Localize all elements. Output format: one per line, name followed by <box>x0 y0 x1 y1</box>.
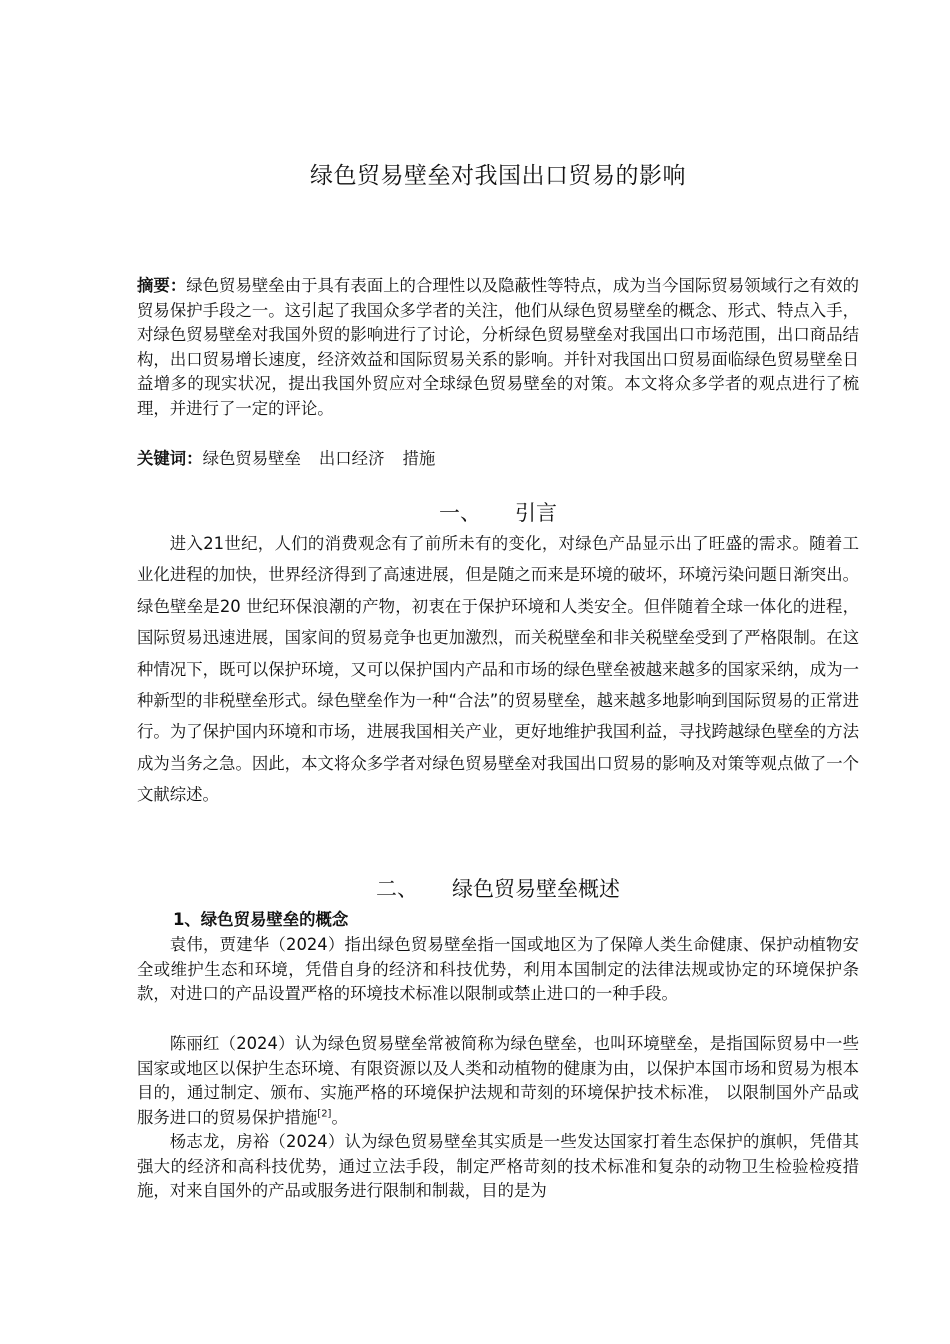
section-heading-introduction <box>137 498 859 528</box>
paragraph-tail: 。 <box>331 1107 348 1127</box>
concept-paragraph-2 <box>137 1032 859 1130</box>
paragraph-text: 袁伟，贾建华（2024）指出绿色贸易壁垒指一国或地区为了保障人类生命健康、保护动植物安全或维护生态和环境，凭借自身的经济和科技优势，利用本国制定的法律法规或协定的环境保护条款，对进口的产品设置严格的环境技术标准以限制或禁止进口的一种手段。 <box>137 935 859 1004</box>
section-title: 绿色贸易壁垒概述 <box>452 877 620 901</box>
keyword-item: 措施 <box>402 449 436 468</box>
keywords <box>137 447 859 471</box>
citation-marker[interactable]: [2] <box>317 1108 332 1120</box>
abstract-label: 摘要： <box>137 276 187 295</box>
keywords-label: 关键词： <box>137 449 203 468</box>
introduction-paragraph: 进入21世纪，人们的消费观念有了前所未有的变化，对绿色产品显示出了旺盛的需求。随着工业化进程的加快，世界经济得到了高速进展，但是随之而来是环境的破坏，环境污染问题日渐突出。绿色壁垒是20 世纪环保浪潮的产物，初衷在于保护环境和人类安全。但伴随着全球一体化的进程，国际贸易迅速进展，国家间的贸易竞争也更加激烈，而关税壁垒和非关税壁垒受到了严格限制。在这种情况下，既可以保护环境，又可以保护国内产品和市场的绿色壁垒被越来越多的国家采纳，成为一种新型的非税壁垒形式。绿色壁垒作为一种“合法”的贸易壁垒，越来越多地影响到国际贸易的正常进行。为了保护国内环境和市场，进展我国相关产业，更好地维护我国利益，寻找跨越绿色壁垒的方法成为当务之急。因此，本文将众多学者对绿色贸易壁垒对我国出口贸易的影响及对策等观点做了一个文献综述。 <box>137 534 859 805</box>
concept-paragraph-3 <box>137 1130 859 1204</box>
paragraph-with-citation <box>137 1032 859 1130</box>
concept-paragraph-1 <box>137 933 859 1007</box>
section-heading-overview <box>137 874 859 904</box>
abstract <box>137 274 859 422</box>
section-title: 引言 <box>515 501 557 525</box>
section-number: 二、 <box>376 877 418 901</box>
section-number: 一、 <box>439 501 481 525</box>
keyword-item: 绿色贸易壁垒 <box>202 449 301 468</box>
abstract-text: 绿色贸易壁垒由于具有表面上的合理性以及隐蔽性等特点，成为当今国际贸易领域行之有效的贸易保护手段之一。这引起了我国众多学者的关注，他们从绿色贸易壁垒的概念、形式、特点入手，对绿色贸易壁垒对我国外贸的影响进行了讨论，分析绿色贸易壁垒对我国出口市场范围，出口商品结构，出口贸易增长速度，经济效益和国际贸易关系的影响。并针对我国出口贸易面临绿色贸易壁垒日益增多的现实状况，提出我国外贸应对全球绿色贸易壁垒的对策。本文将众多学者的观点进行了梳理，并进行了一定的评论。 <box>137 276 860 418</box>
document-title: 绿色贸易壁垒对我国出口贸易的影响 <box>310 163 686 189</box>
paragraph-text: 陈丽红（2024）认为绿色贸易壁垒常被简称为绿色壁垒，也叫环境壁垒，是指国际贸易中一些国家或地区以保护生态环境、有限资源以及人类和动植物的健康为由，以保护本国市场和贸易为根本目的，通过制定、颁布、实施严格的环境保护法规和苛刻的环境保护技术标准， 以限制国外产品或服务进口的贸易保护措施 <box>137 1034 859 1127</box>
subsection-heading: 1、绿色贸易壁垒的概念 <box>173 910 349 929</box>
paragraph-text: 杨志龙，房裕（2024）认为绿色贸易壁垒其实质是一些发达国家打着生态保护的旗帜，凭借其强大的经济和高科技优势，通过立法手段，制定严格苛刻的技术标准和复杂的动物卫生检验检疫措施，对来自国外的产品或服务进行限制和制裁，目的是为 <box>137 1132 859 1201</box>
keyword-item: 出口经济 <box>318 449 385 468</box>
